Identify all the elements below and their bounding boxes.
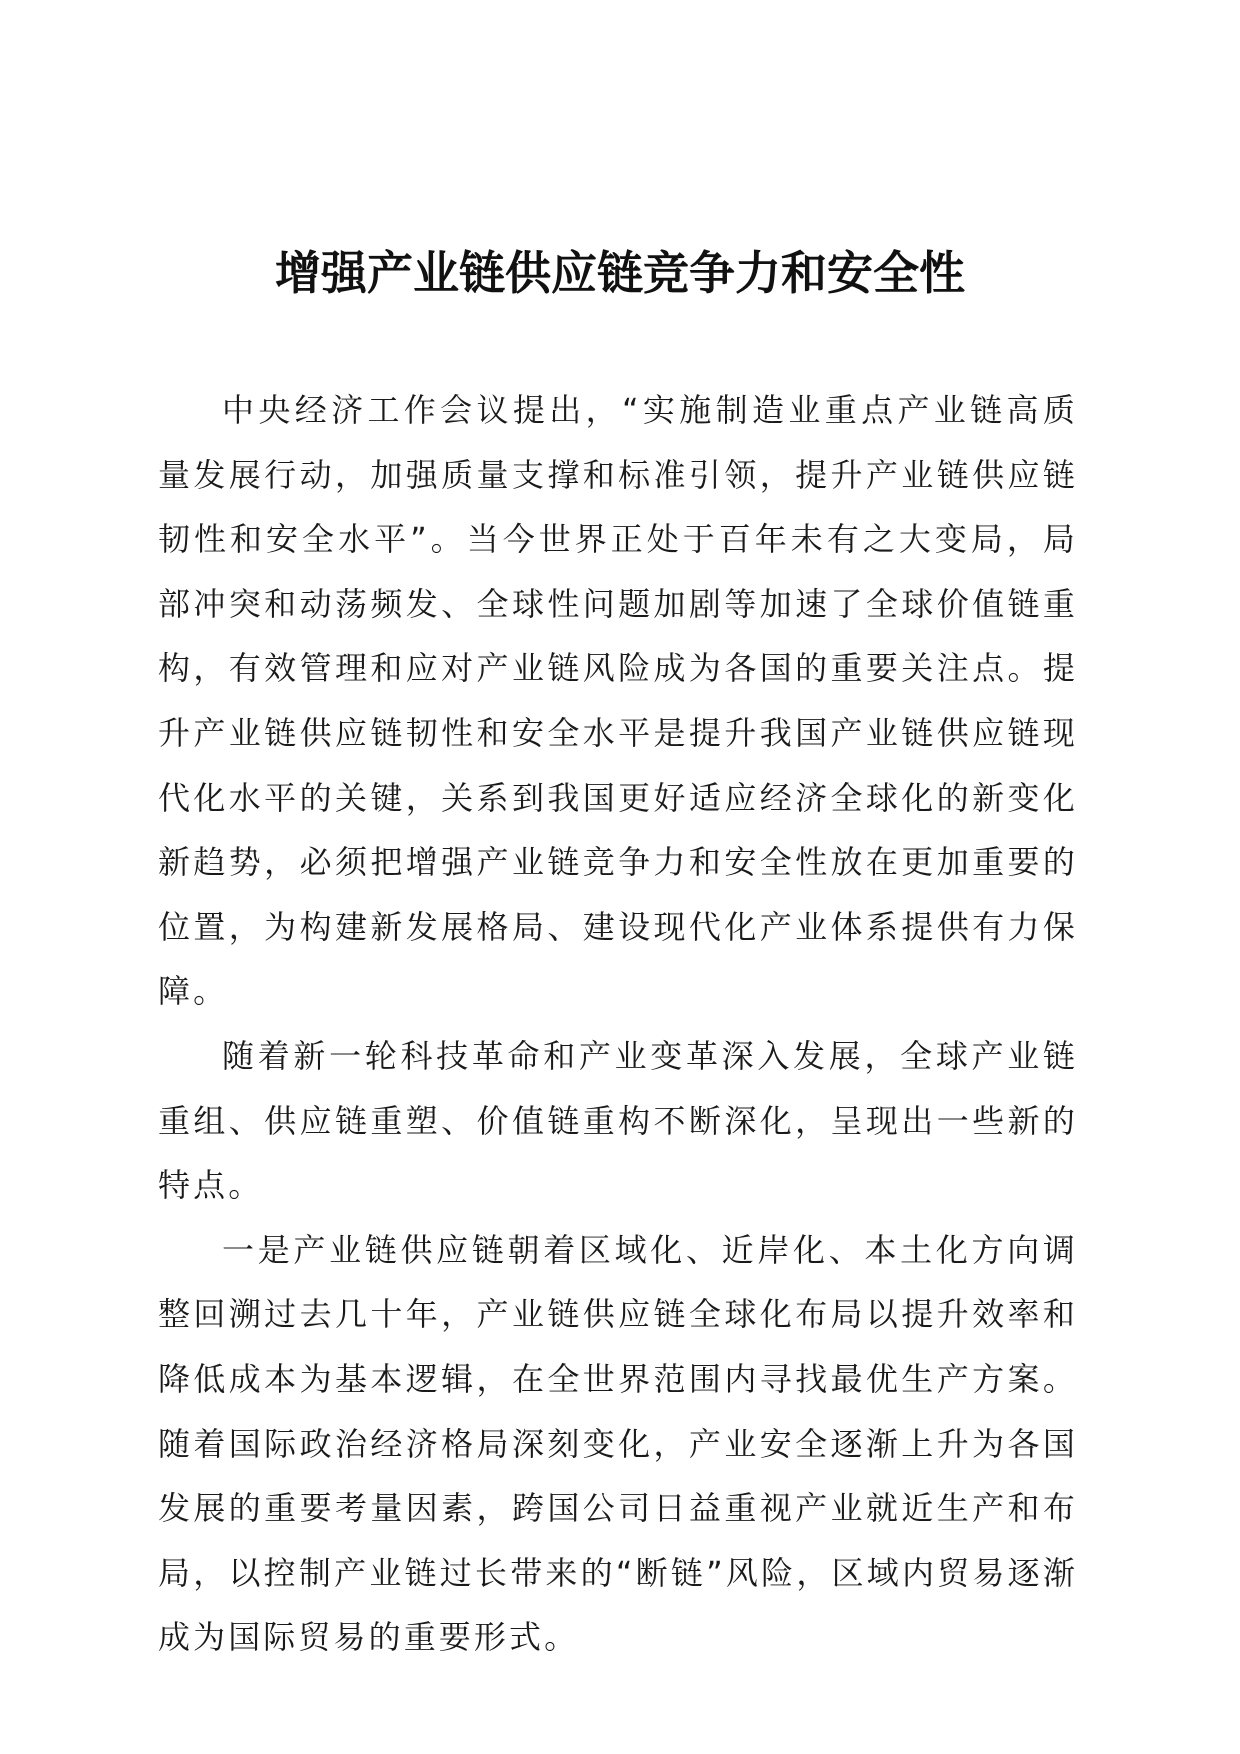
document-title: 增强产业链供应链竞争力和安全性 bbox=[275, 246, 965, 300]
paragraph-point-one: 一是产业链供应链朝着区域化、近岸化、本土化方向调整回溯过去几十年，产业链供应链全球化布局以提升效率和降低成本为基本逻辑，在全世界范围内寻找最优生产方案。随着国际政治经济格局深刻变化，产业安全逐渐上升为各国发展的重要考量因素，跨国公司日益重视产业就近生产和布局，以控制产业链过长带来的“断链”风险，区域内贸易逐渐成为国际贸易的重要形式。 bbox=[158, 1230, 1078, 1657]
paragraph-trends: 随着新一轮科技革命和产业变革深入发展，全球产业链重组、供应链重塑、价值链重构不断深化，呈现出一些新的特点。 bbox=[158, 1036, 1078, 1205]
paragraph-intro: 中央经济工作会议提出，“实施制造业重点产业链高质量发展行动，加强质量支撑和标准引领，提升产业链供应链韧性和安全水平”。当今世界正处于百年未有之大变局，局部冲突和动荡频发、全球性问题加剧等加速了全球价值链重构，有效管理和应对产业链风险成为各国的重要关注点。提升产业链供应链韧性和安全水平是提升我国产业链供应链现代化水平的关键，关系到我国更好适应经济全球化的新变化新趋势，必须把增强产业链竞争力和安全性放在更加重要的位置，为构建新发展格局、建设现代化产业体系提供有力保障。 bbox=[158, 391, 1078, 1011]
document-body bbox=[158, 378, 1078, 1670]
